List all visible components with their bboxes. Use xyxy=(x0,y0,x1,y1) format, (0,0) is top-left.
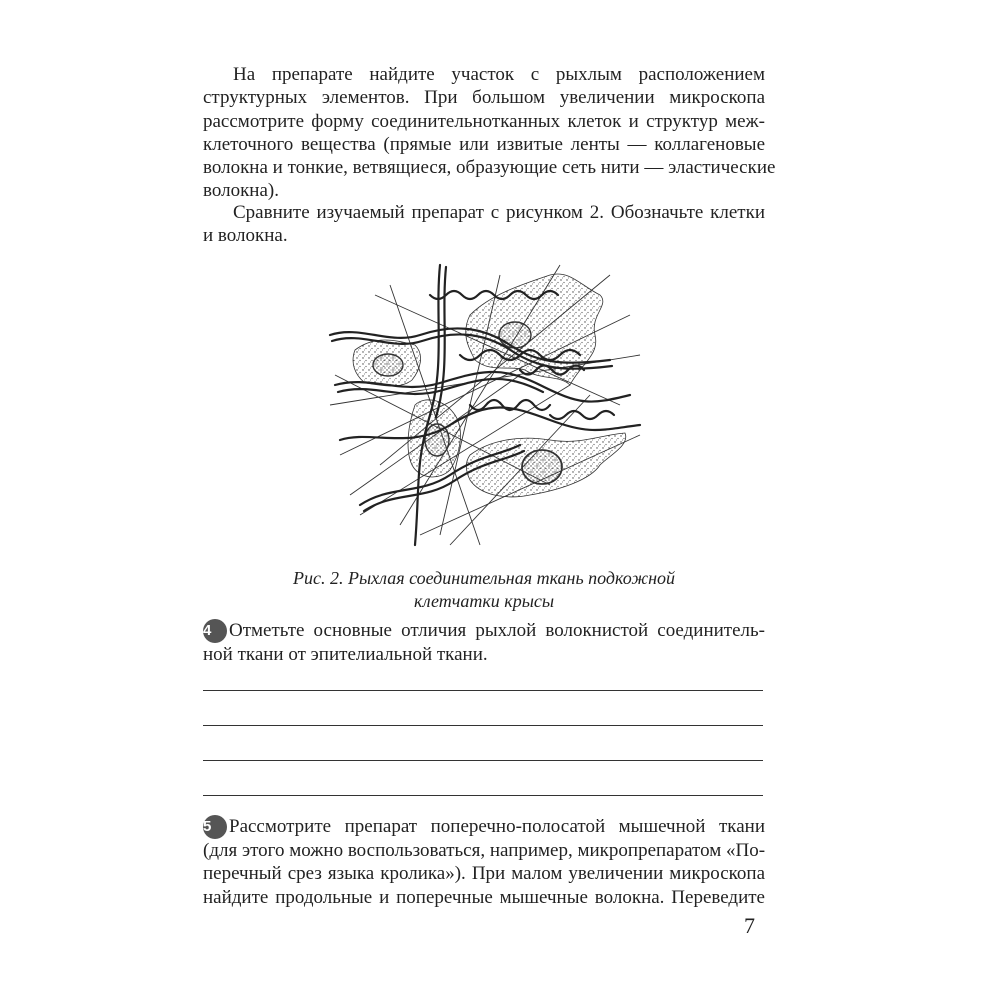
task-line: ной ткани от эпителиальной ткани. xyxy=(203,644,488,665)
paragraph-line: рассмотрите форму соединительнотканных клеток и структур меж- xyxy=(203,110,765,132)
paragraph-line: На препарате найдите участок с рыхлым расположением xyxy=(233,64,765,85)
figure-caption xyxy=(203,567,765,613)
paragraph-line: волокна и тонкие, ветвящиеся, образующие сеть нити — эластические xyxy=(203,157,776,179)
task-line: перечный срез языка кролика»). При малом увеличении микроскопа xyxy=(203,863,765,885)
paragraph-find-area xyxy=(203,63,776,203)
task-line: найдите продольные и поперечные мышечные волокна. Переведите xyxy=(203,886,765,908)
cell-nucleus xyxy=(373,354,403,376)
task-number-badge: 5 xyxy=(203,815,227,839)
paragraph-compare xyxy=(203,201,765,248)
answer-line[interactable] xyxy=(203,690,763,691)
task-text: Отметьте основные отличия рыхлой волокнистой соединитель- xyxy=(229,620,765,641)
task-line xyxy=(203,815,765,839)
paragraph-line: волокна). xyxy=(203,180,279,202)
paragraph-line: и волокна. xyxy=(203,225,288,247)
answer-line[interactable] xyxy=(203,725,763,726)
task-5 xyxy=(203,815,765,909)
task-line: (для этого можно воспользоваться, например, микропрепаратом «По- xyxy=(203,840,766,861)
task-line xyxy=(203,619,765,643)
page-number: 7 xyxy=(744,913,755,938)
paragraph-line: структурных элементов. При большом увеличении микроскопа xyxy=(203,87,765,109)
paragraph-line: клеточного вещества (прямые или извитые ленты — коллагеновые xyxy=(203,133,765,155)
paragraph-line: Сравните изучаемый препарат с рисунком 2. Обозначьте клетки xyxy=(233,202,765,223)
connective-tissue-illustration xyxy=(320,255,650,555)
task-4 xyxy=(203,619,765,666)
tissue-drawing-svg xyxy=(320,255,650,555)
answer-line[interactable] xyxy=(203,795,763,796)
cell-nucleus xyxy=(522,450,562,484)
task-text: Рассмотрите препарат поперечно-полосатой мышечной ткани xyxy=(229,816,765,837)
answer-area[interactable] xyxy=(203,690,763,830)
task-number-badge: 4 xyxy=(203,619,227,643)
caption-line: Рис. 2. Рыхлая соединительная ткань подкожной xyxy=(292,568,675,588)
answer-line[interactable] xyxy=(203,760,763,761)
caption-line: клетчатки крысы xyxy=(413,591,555,611)
